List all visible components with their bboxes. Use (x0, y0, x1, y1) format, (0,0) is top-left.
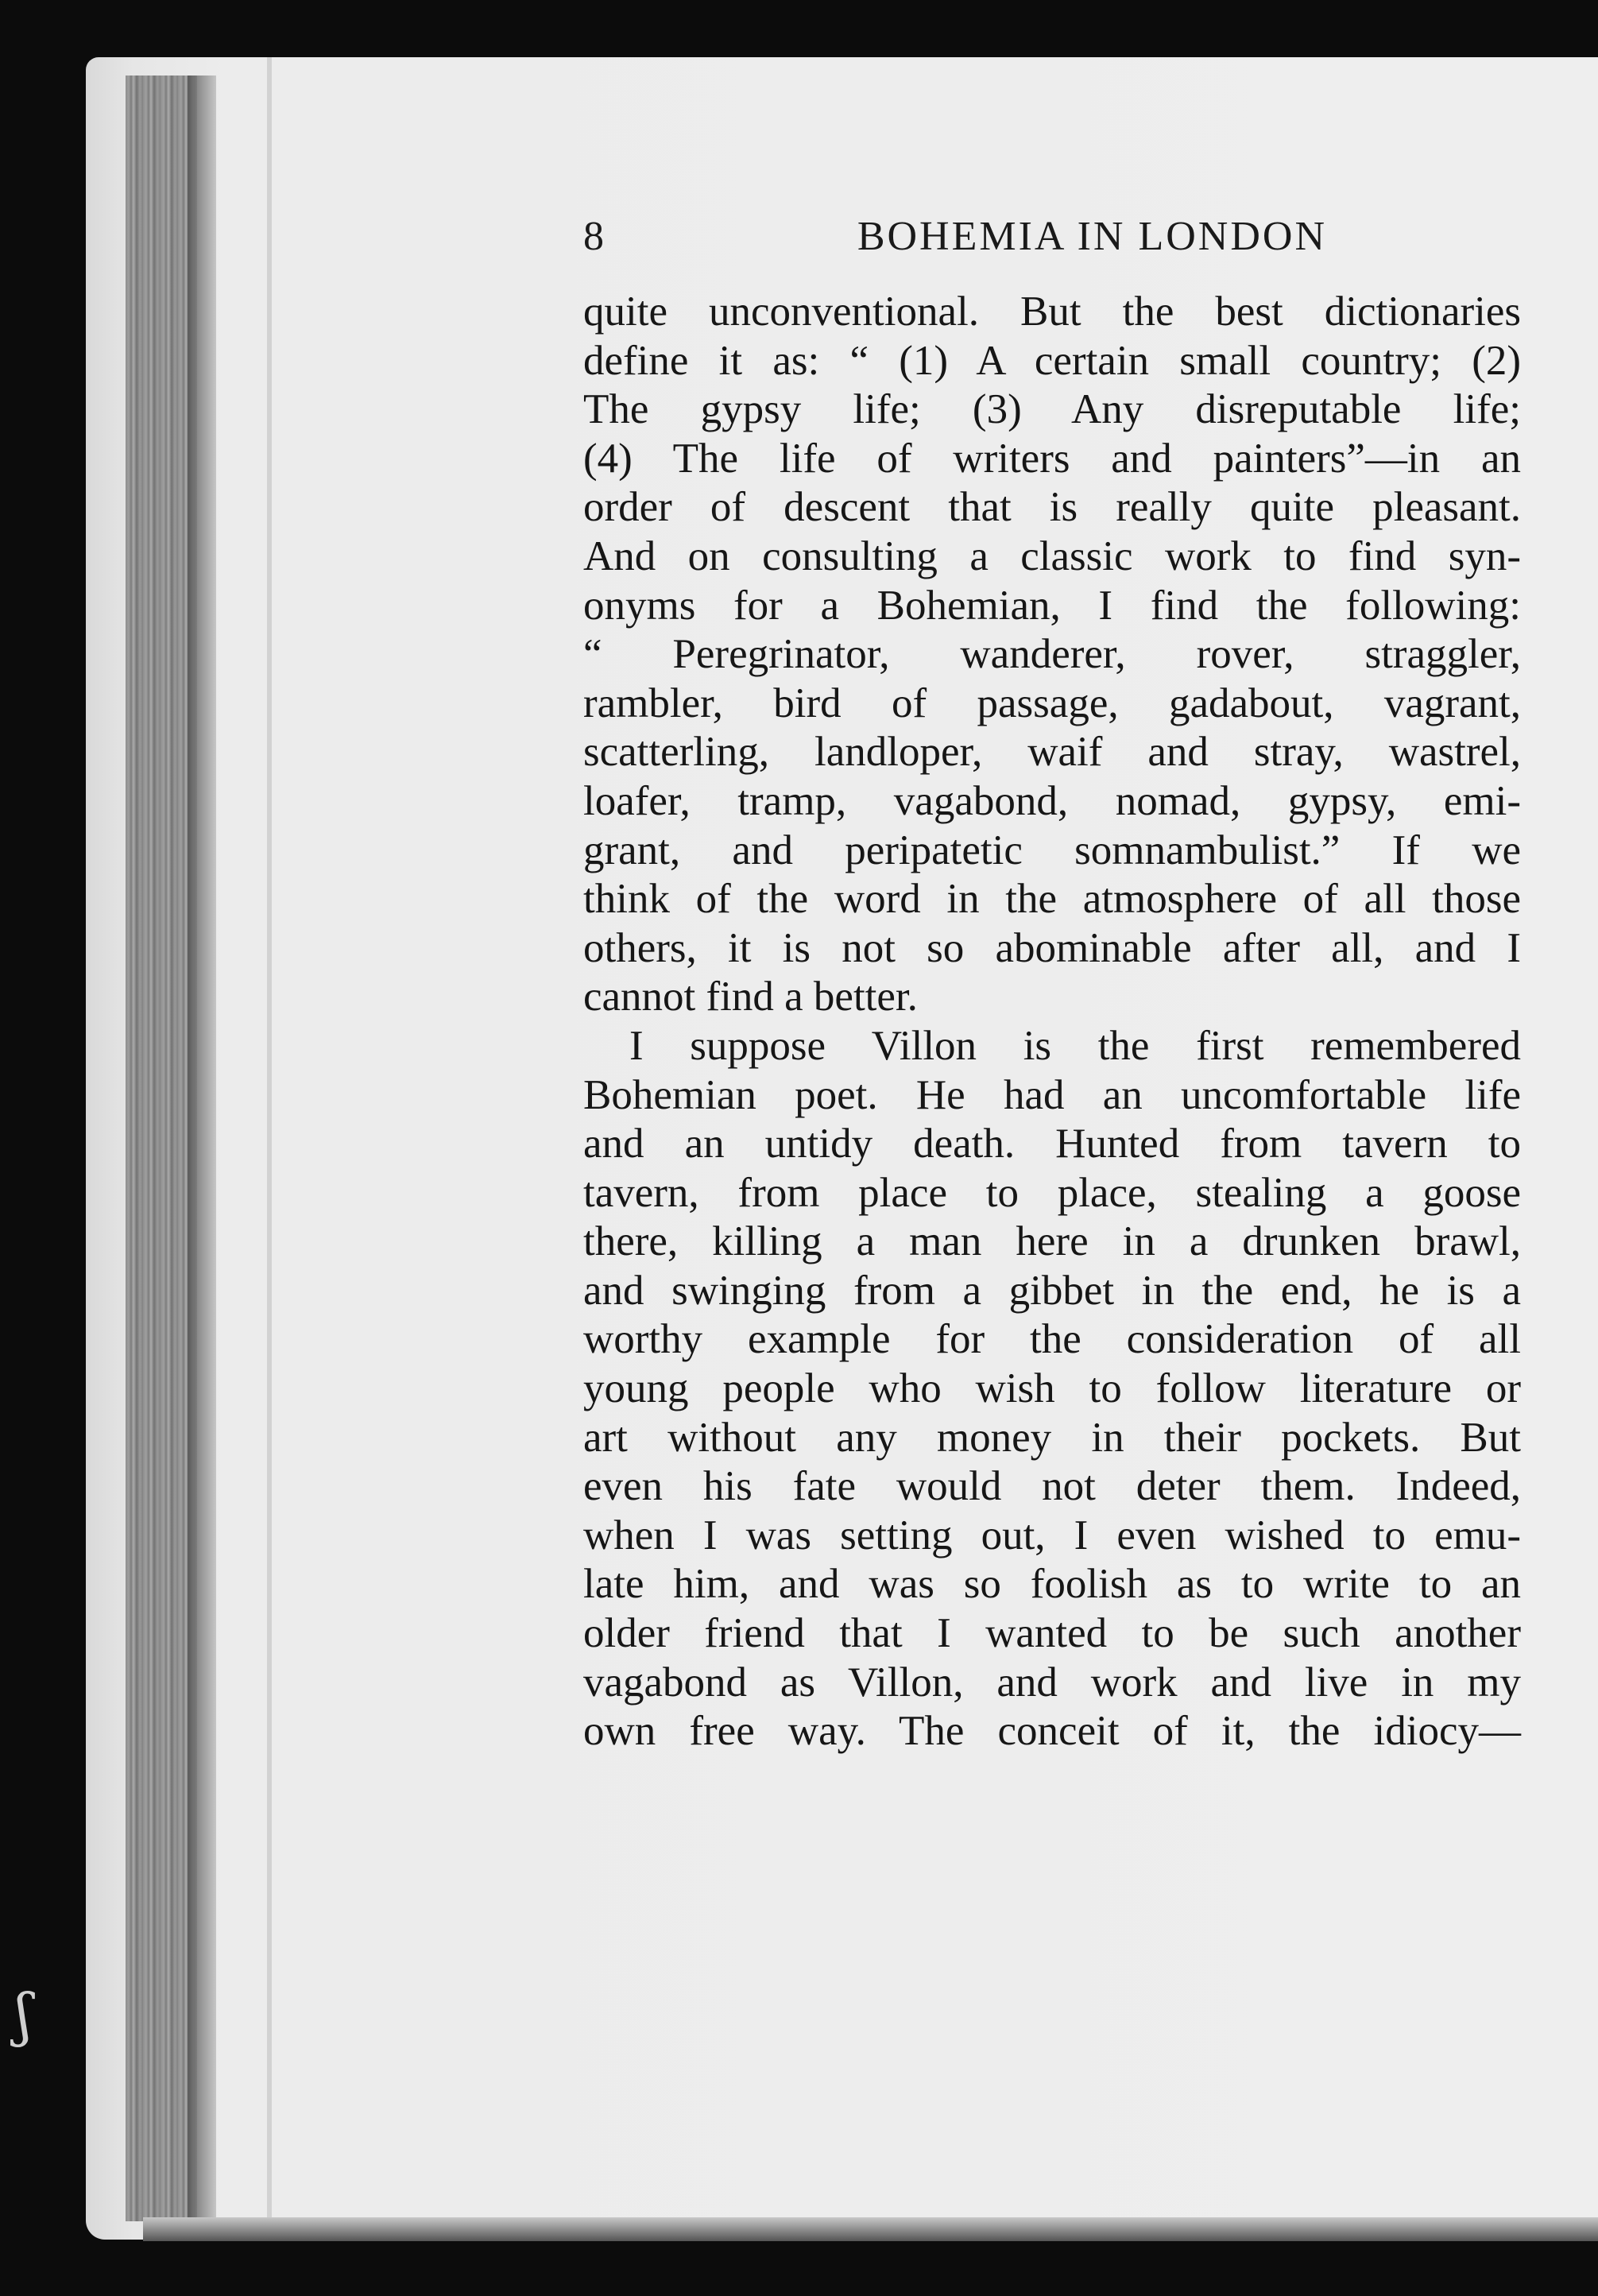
text-line: even his fate would not deter them. Indeed, (583, 1463, 1521, 1510)
text-line: late him, and was so foolish as to write to an (583, 1561, 1521, 1608)
text-line: rambler, bird of passage, gadabout, vagrant, (583, 680, 1521, 726)
text-line: grant, and peripatetic somnambulist.” If we (583, 827, 1521, 873)
body-text (583, 288, 1521, 1756)
page-number: 8 (583, 214, 606, 259)
margin-scratch-mark: ʃ (16, 1981, 32, 2048)
text-line: The gypsy life; (3) Any disreputable life; (583, 386, 1521, 433)
page-bottom-shadow (143, 2217, 1598, 2241)
text-line: quite unconventional. But the best dictionaries (583, 288, 1521, 335)
text-line: there, killing a man here in a drunken brawl, (583, 1218, 1521, 1265)
text-line: cannot find a better. (583, 974, 918, 1020)
text-line: vagabond as Villon, and work and live in my (583, 1659, 1521, 1706)
text-line: others, it is not so abominable after all, and I (583, 924, 1521, 971)
text-line: And on consulting a classic work to find syn- (583, 532, 1521, 579)
text-line: I suppose Villon is the first remembered (629, 1022, 1521, 1069)
text-line: art without any money in their pockets. But (583, 1414, 1521, 1461)
text-line: own free way. The conceit of it, the idiocy— (583, 1708, 1521, 1755)
text-line: (4) The life of writers and painters”—in an (583, 435, 1521, 482)
text-line: worthy example for the consideration of all (583, 1316, 1521, 1363)
text-line: young people who wish to follow literature or (583, 1365, 1521, 1412)
text-line: when I was setting out, I even wished to emu- (583, 1512, 1521, 1558)
text-line: define it as: “ (1) A certain small country; (2) (583, 337, 1521, 384)
text-line: scatterling, landloper, waif and stray, wastrel, (583, 729, 1521, 776)
text-line: order of descent that is really quite pleasant. (583, 484, 1521, 531)
paragraph-2 (583, 1022, 1521, 1756)
text-line: “ Peregrinator, wanderer, rover, straggler, (583, 631, 1521, 678)
paragraph-1 (583, 288, 1521, 1022)
page-gutter-line (267, 57, 272, 2227)
text-line: loafer, tramp, vagabond, nomad, gypsy, emi- (583, 777, 1521, 824)
text-line: onyms for a Bohemian, I find the following: (583, 582, 1521, 629)
book-fore-edge (126, 76, 197, 2221)
text-line: tavern, from place to place, stealing a goose (583, 1169, 1521, 1216)
text-line: think of the word in the atmosphere of all those (583, 876, 1521, 923)
text-line: and swinging from a gibbet in the end, he is a (583, 1267, 1521, 1314)
fore-edge-shadow (188, 76, 216, 2221)
running-title: BOHEMIA IN LONDON (857, 214, 1327, 259)
text-line: Bohemian poet. He had an uncomfortable life (583, 1071, 1521, 1118)
text-line: and an untidy death. Hunted from tavern to (583, 1121, 1521, 1167)
text-line: older friend that I wanted to be such another (583, 1610, 1521, 1657)
running-header (583, 213, 1327, 269)
